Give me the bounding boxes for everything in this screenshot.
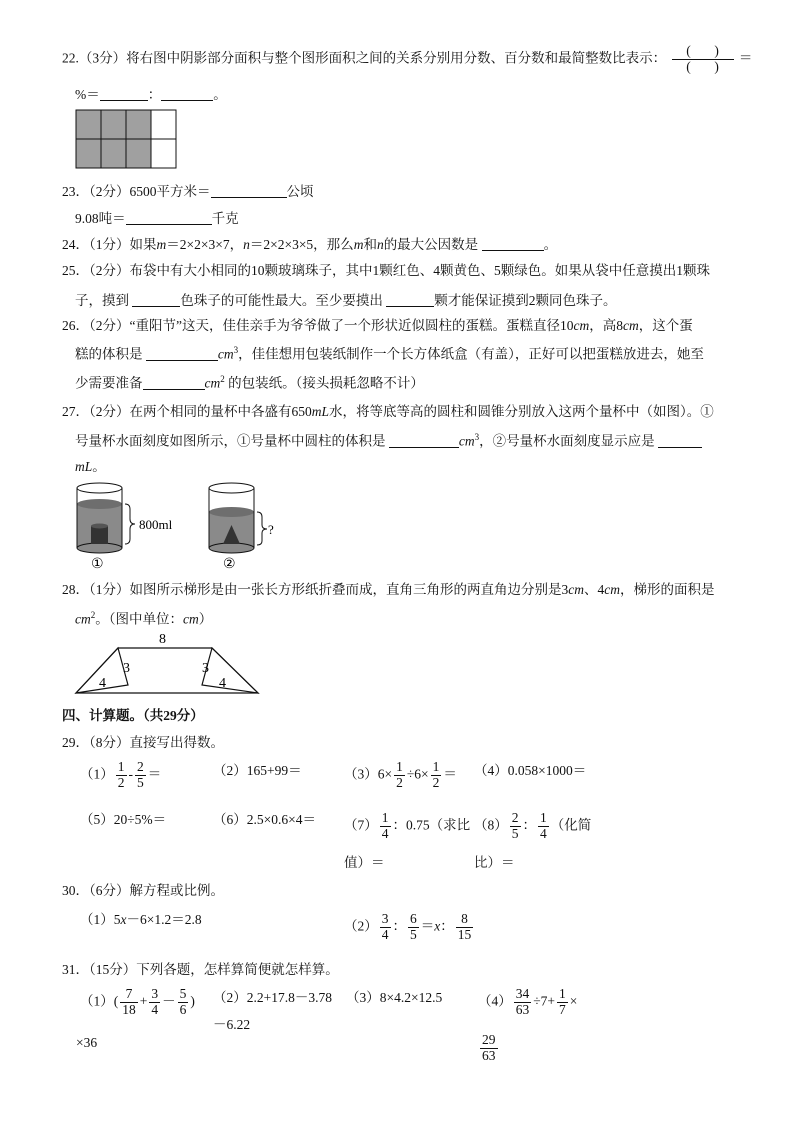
q29-item8-line2: 比）＝ [474, 855, 515, 870]
q25-line2: 子，摸到 色珠子的可能性最大。至少要摸出 颗才能保证摸到2颗同色珠子。 [75, 293, 617, 308]
q22-line2: %＝ ： 。 [75, 87, 227, 102]
q31-item4-line2: $\frac{29}{63}$ [482, 1032, 496, 1063]
cup-2 [209, 483, 267, 553]
grid-cell [76, 110, 101, 139]
trap-right-4: 4 [219, 676, 226, 691]
grid-cell [101, 110, 126, 139]
q31-item2-line2: －6.22 [213, 1017, 251, 1032]
q22-blank-b[interactable] [161, 86, 213, 101]
grid-cell [151, 139, 176, 168]
q22-line1: 22.（3分）将右图中阴影部分面积与整个图形面积之间的关系分别用分数、百分数和最简整数比表示： $\frac{( )}{( )}$ ＝ [62, 43, 753, 74]
section-4-title: 四、计算题。（共29分） [62, 708, 204, 723]
cup-2-label: ? [268, 522, 274, 537]
q23-blank-b[interactable] [126, 210, 212, 225]
grid-cell [101, 139, 126, 168]
q22-fraction-blank[interactable]: $\frac{( )}{( )}$ [672, 44, 734, 75]
grid-cell [126, 139, 151, 168]
q29-item6: （6）2.5×0.6×4＝ [213, 812, 316, 827]
q30-item1: （1）5x－6×1.2＝2.8 [80, 912, 202, 927]
q31-item4: （4） $\frac{34}{63}$ ÷7+ $\frac{1}{7}$ × [478, 986, 578, 1017]
cup-1 [77, 483, 135, 553]
q29-item8: （8） $\frac{2}{5}$ ： $\frac{1}{4}$ （化简 [474, 810, 592, 841]
q29-item7: （7） $\frac{1}{4}$ ：0.75（求比 [344, 810, 471, 841]
trap-left-3: 3 [123, 661, 130, 676]
q29-item2: （2）165+99＝ [213, 763, 302, 778]
q31-head: 31．（15分）下列各题，怎样算简便就怎样算。 [62, 962, 339, 977]
q27-line1: 27．（2分）在两个相同的量杯中各盛有650mL水，将等底等高的圆柱和圆锥分别放入这两个量杯中（如图）。① [62, 404, 714, 419]
q26-line3: 少需要准备 $cm^2$ 的包装纸。（接头损耗忽略不计） [75, 374, 424, 391]
q27-line3: mL。 [75, 459, 106, 474]
q27-blank-a[interactable] [389, 433, 459, 448]
q30-head: 30．（6分）解方程或比例。 [62, 883, 224, 898]
q30-item2: （2） $\frac{3}{4}$ ： $\frac{6}{5}$ ＝x： $\frac{8}{15}$ [344, 911, 472, 942]
grid-cell [151, 110, 176, 139]
q28-trapezoid-figure [72, 632, 264, 698]
q26-line2: 糕的体积是 $cm^3$，佳佳想用包装纸制作一个长方体纸盒（有盖），正好可以把蛋糕放进去，她至 [75, 345, 704, 362]
q26-blank-a[interactable] [146, 346, 218, 361]
q24-blank[interactable] [482, 236, 544, 251]
q22-grid-figure [75, 109, 179, 171]
q31-item1-line2: ×36 [76, 1035, 98, 1050]
grid-cell [76, 139, 101, 168]
q25-blank-b[interactable] [386, 292, 434, 307]
q25-blank-a[interactable] [132, 292, 180, 307]
grid-cell [126, 110, 151, 139]
q29-head: 29．（8分）直接写出得数。 [62, 735, 224, 750]
q31-item3: （3）8×4.2×12.5 [346, 990, 443, 1005]
cup-1-label: 800ml [139, 517, 173, 532]
q29-item4: （4）0.058×1000＝ [474, 763, 587, 778]
q28-line2: $cm^2$。（图中单位：cm） [75, 610, 213, 627]
q26-blank-b[interactable] [143, 375, 205, 390]
q29-item7-line2: 值）＝ [344, 855, 385, 870]
q31-item1: （1）( $\frac{7}{18}$ + $\frac{3}{4}$ － $\frac{5}{6}$ ) [80, 986, 195, 1017]
q27-line2: 号量杯水面刻度如图所示，①号量杯中圆柱的体积是 $cm^3$，②号量杯水面刻度显示应是 [75, 432, 702, 450]
q23-line1: 23．（2分）6500平方米＝ 公顷 [62, 184, 314, 199]
q27-cups-figure [72, 482, 292, 572]
q26-line1: 26．（2分）“重阳节”这天，佳佳亲手为爷爷做了一个形状近似圆柱的蛋糕。蛋糕直径10cm，高8cm，这个蛋 [62, 318, 693, 333]
q29-item3: （3）6× $\frac{1}{2}$ ÷6× $\frac{1}{2}$ ＝ [344, 759, 457, 790]
q25-line1: 25．（2分）布袋中有大小相同的10颗玻璃珠子，其中1颗红色、4颗黄色、5颗绿色。如果从袋中任意摸出1颗珠 [62, 263, 710, 278]
q22-blank-a[interactable] [100, 86, 148, 101]
q28-line1: 28．（1分）如图所示梯形是由一张长方形纸折叠而成，直角三角形的两直角边分别是3cm、4cm，梯形的面积是 [62, 582, 715, 597]
cup-1-number: ① [91, 556, 104, 572]
q27-blank-b[interactable] [658, 433, 702, 448]
q24-line: 24．（1分）如果m＝2×2×3×7，n＝2×2×3×5，那么m和n的最大公因数是 。 [62, 237, 558, 252]
q29-item5: （5）20÷5%＝ [80, 812, 167, 827]
cup-2-number: ② [223, 556, 236, 572]
q23-line2: 9.08吨＝ 千克 [75, 211, 239, 226]
q29-item1: （1） $\frac{1}{2}$ - $\frac{2}{5}$ ＝ [80, 759, 162, 790]
trap-top-label: 8 [159, 632, 166, 647]
q23-blank-a[interactable] [211, 183, 287, 198]
q31-item2: （2）2.2+17.8－3.78 [213, 990, 332, 1005]
trap-right-3: 3 [202, 661, 209, 676]
trap-left-4: 4 [99, 676, 106, 691]
